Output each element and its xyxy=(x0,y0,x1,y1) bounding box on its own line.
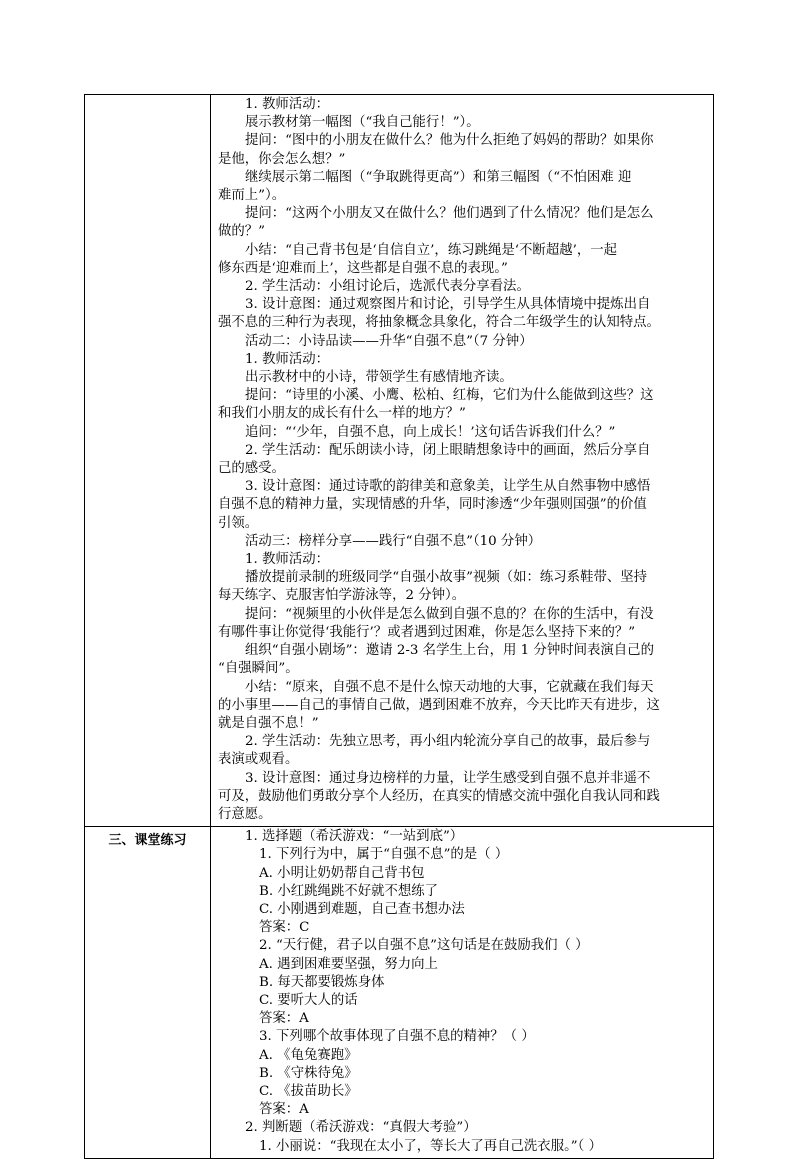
text-line: 小结：“原来，自强不息不是什么惊天动地的大事，它就藏在我们每天 xyxy=(245,679,654,695)
text-line: 继续展示第二幅图（“争取跳得更高”）和第三幅图（“不怕困难 迎 xyxy=(245,169,632,185)
text-line: 2. 学生活动：小组讨论后，选派代表分享看法。 xyxy=(245,279,530,295)
text-line: 出示教材中的小诗，带领学生有感情地齐读。 xyxy=(245,370,513,386)
classroom-practice-label: 三、课堂练习 xyxy=(108,833,187,849)
text-line: 1. 教师活动： xyxy=(245,97,329,112)
text-line: 1. 下列行为中，属于“自强不息”的是（ ） xyxy=(259,847,509,863)
text-line: 2. “天行健，君子以自强不息”这句话是在鼓励我们（ ） xyxy=(259,938,589,954)
text-line: 强不息的三种行为表现，将抽象概念具象化，符合二年级学生的认知特点。 xyxy=(218,315,660,331)
text-line: 答案：A xyxy=(259,1011,309,1027)
text-line: “自强瞬间”。 xyxy=(218,661,299,677)
text-line: B. 每天都要锻炼身体 xyxy=(259,974,385,990)
text-line: 活动二：小诗品读——升华“自强不息”（7 分钟） xyxy=(245,333,533,349)
text-line: 难而上”）。 xyxy=(218,188,286,204)
classroom-practice-content xyxy=(211,827,714,1159)
text-line: 提问：“视频里的小伙伴是怎么做到自强不息的？在你的生活中，有没 xyxy=(245,606,654,622)
section-label-cell xyxy=(85,827,211,1159)
text-line: 2. 学生活动：配乐朗读小诗，闭上眼睛想象诗中的画面，然后分享自 xyxy=(245,442,651,458)
text-line: 行意愿。 xyxy=(218,806,272,822)
text-line: 和我们小朋友的成长有什么一样的地方？” xyxy=(218,406,466,422)
text-line: 的小事里——自己的事情自己做，遇到困难不放弃，今天比昨天有进步，这 xyxy=(218,697,660,713)
teaching-process-content xyxy=(211,95,714,827)
section-label-cell xyxy=(85,95,211,827)
text-line: 3. 设计意图：通过身边榜样的力量，让学生感受到自强不息并非遥不 xyxy=(245,770,651,786)
text-line: 修东西是‘迎难而上’，这些都是自强不息的表现。” xyxy=(218,260,508,276)
text-line: 答案：C xyxy=(259,920,310,936)
text-line: 可及，鼓励他们勇敢分享个人经历，在真实的情感交流中强化自我认同和践 xyxy=(218,788,660,804)
text-line: 自强不息的精神力量，实现情感的升华，同时渗透“少年强则国强”的价值 xyxy=(218,497,647,513)
text-line: 就是自强不息！” xyxy=(218,715,319,731)
text-line: A. 遇到困难要坚强，努力向上 xyxy=(259,956,438,972)
lesson-plan-table xyxy=(84,94,714,1159)
text-line: 做的？” xyxy=(218,224,266,240)
text-line: 提问：“这两个小朋友又在做什么？他们遇到了什么情况？他们是怎么 xyxy=(245,206,654,222)
text-line: 播放提前录制的班级同学“自强小故事”视频（如：练习系鞋带、坚持 xyxy=(245,570,648,586)
text-line: 组织“自强小剧场”：邀请 2-3 名学生上台，用 1 分钟时间表演自己的 xyxy=(245,643,654,659)
text-line: 3. 下列哪个故事体现了自强不息的精神？（ ） xyxy=(259,1029,535,1045)
text-line: 1. 教师活动： xyxy=(245,552,329,568)
table-row xyxy=(85,95,714,827)
text-line: C. 小刚遇到难题，自己查书想办法 xyxy=(259,901,465,917)
text-line: C. 要听大人的话 xyxy=(259,992,358,1008)
text-line: 答案：A xyxy=(259,1102,309,1118)
text-line: 有哪件事让你觉得‘我能行’？或者遇到过困难，你是怎么坚持下来的？” xyxy=(218,624,636,640)
table-row xyxy=(85,827,714,1159)
text-line: 追问：“‘少年，自强不息，向上成长！’这句话告诉我们什么？” xyxy=(245,424,616,440)
text-line: 表演或观看。 xyxy=(218,752,299,768)
text-line: 2. 学生活动：先独立思考，再小组内轮流分享自己的故事，最后参与 xyxy=(245,734,651,750)
text-line: 1. 教师活动： xyxy=(245,351,329,367)
text-line: 提问：“诗里的小溪、小鹰、松柏、红梅，它们为什么能做到这些？这 xyxy=(245,388,654,404)
text-line: 2. 判断题（希沃游戏：“真假大考验”） xyxy=(245,1120,477,1136)
text-line: 每天练字、克服害怕学游泳等，2 分钟）。 xyxy=(218,588,466,604)
text-line: B. 小红跳绳跳不好就不想练了 xyxy=(259,883,439,899)
text-line: B. 《守株待兔》 xyxy=(259,1065,358,1081)
text-line: 引领。 xyxy=(218,515,259,531)
text-line: 1. 小丽说：“我现在太小了，等长大了再自己洗衣服。”（ ） xyxy=(259,1138,602,1154)
text-line: C. 《拔苗助长》 xyxy=(259,1083,358,1099)
text-line: A. 小明让奶奶帮自己背书包 xyxy=(259,865,425,881)
text-line: 小结：“自己背书包是‘自信自立’，练习跳绳是‘不断超越’，一起 xyxy=(245,242,618,258)
text-line: 活动三：榜样分享——践行“自强不息”（10 分钟） xyxy=(245,533,542,549)
text-line: 展示教材第一幅图（“我自己能行！”）。 xyxy=(245,115,480,131)
text-line: 己的感受。 xyxy=(218,461,285,477)
text-line: 是他，你会怎么想？” xyxy=(218,151,346,167)
text-line: A. 《龟兔赛跑》 xyxy=(259,1047,358,1063)
text-line: 提问：“图中的小朋友在做什么？他为什么拒绝了妈妈的帮助？如果你 xyxy=(245,133,654,149)
text-line: 3. 设计意图：通过观察图片和讨论，引导学生从具体情境中提炼出自 xyxy=(245,297,651,313)
text-line: 1. 选择题（希沃游戏：“一站到底”） xyxy=(245,829,464,845)
text-line: 3. 设计意图：通过诗歌的韵律美和意象美，让学生从自然事物中感悟 xyxy=(245,479,651,495)
